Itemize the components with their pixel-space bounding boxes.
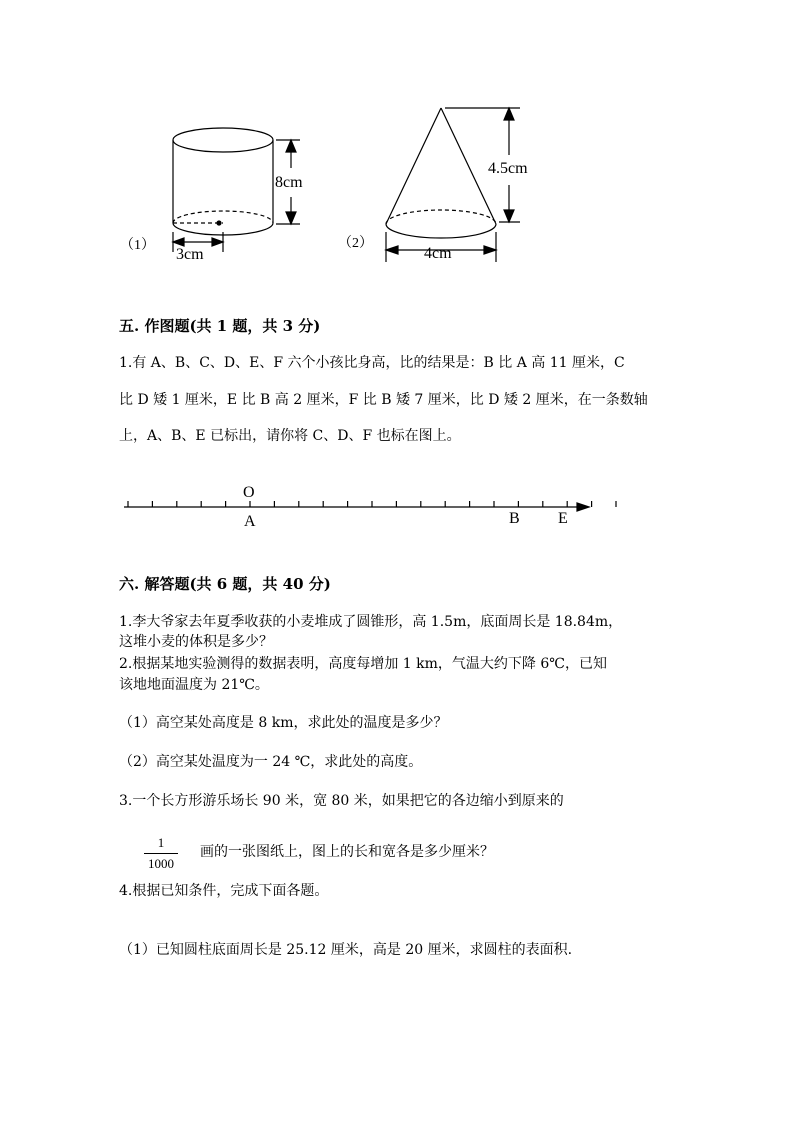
point-b-label: B <box>509 510 520 527</box>
origin-label: O <box>243 484 255 501</box>
section6-q1-line2: 这堆小麦的体积是多少？ <box>119 634 273 650</box>
point-a-label: A <box>244 513 256 530</box>
section6-q4-line1: 4.根据已知条件，完成下面各题。 <box>119 883 329 899</box>
section5-q1-line2: 比 D 矮 1 厘米，E 比 B 高 2 厘米，F 比 B 矮 7 厘米，比 D 矮 2 厘米，在一条数轴 <box>119 392 648 408</box>
cone-label: （2） <box>338 236 373 251</box>
scale-fraction <box>144 835 178 872</box>
cone-diameter-label: 4cm <box>424 245 452 262</box>
section6-heading: 六. 解答题(共 6 题，共 40 分) <box>119 575 331 593</box>
cone-height-label: 4.5cm <box>488 160 528 177</box>
section6-q1-line1: 1.李大爷家去年夏季收获的小麦堆成了圆锥形，高 1.5m，底面周长是 18.84m， <box>119 614 623 630</box>
cylinder-radius-label: 3cm <box>176 246 204 263</box>
fraction-denominator: 1000 <box>148 856 174 871</box>
cylinder-height-label: 8cm <box>275 174 303 191</box>
section6-q2-sub2: （2）高空某处温度为一 24 ℃，求此处的高度。 <box>119 754 423 770</box>
section5-q1-line3: 上，A、B、E 已标出，请你将 C、D、F 也标在图上。 <box>119 428 461 444</box>
section6-q2-sub1: （1）高空某处高度是 8 km，求此处的温度是多少？ <box>119 715 448 731</box>
section6-q2-line1: 2.根据某地实验测得的数据表明，高度每增加 1 km，气温大约下降 6℃，已知 <box>119 656 607 672</box>
section5-heading: 五. 作图题(共 1 题，共 3 分) <box>119 317 321 335</box>
section6-q4-sub1: （1）已知圆柱底面周长是 25.12 厘米，高是 20 厘米，求圆柱的表面积. <box>119 942 573 958</box>
section6-q2-line2: 该地地面温度为 21℃。 <box>119 677 269 693</box>
section6-q3-line2: 画的一张图纸上，图上的长和宽各是多少厘米？ <box>200 844 494 860</box>
cylinder-label: （1） <box>120 238 155 253</box>
fraction-numerator: 1 <box>157 835 165 850</box>
section5-q1-line1: 1.有 A、B、C、D、E、F 六个小孩比身高，比的结果是：B 比 A 高 11 厘米，C <box>119 355 625 371</box>
geometry-figures <box>0 0 794 300</box>
fraction-bar <box>144 853 178 854</box>
section6-q3-line1: 3.一个长方形游乐场长 90 米，宽 80 米，如果把它的各边缩小到原来的 <box>119 793 564 809</box>
point-e-label: E <box>558 510 568 527</box>
cone-figure <box>386 108 520 262</box>
